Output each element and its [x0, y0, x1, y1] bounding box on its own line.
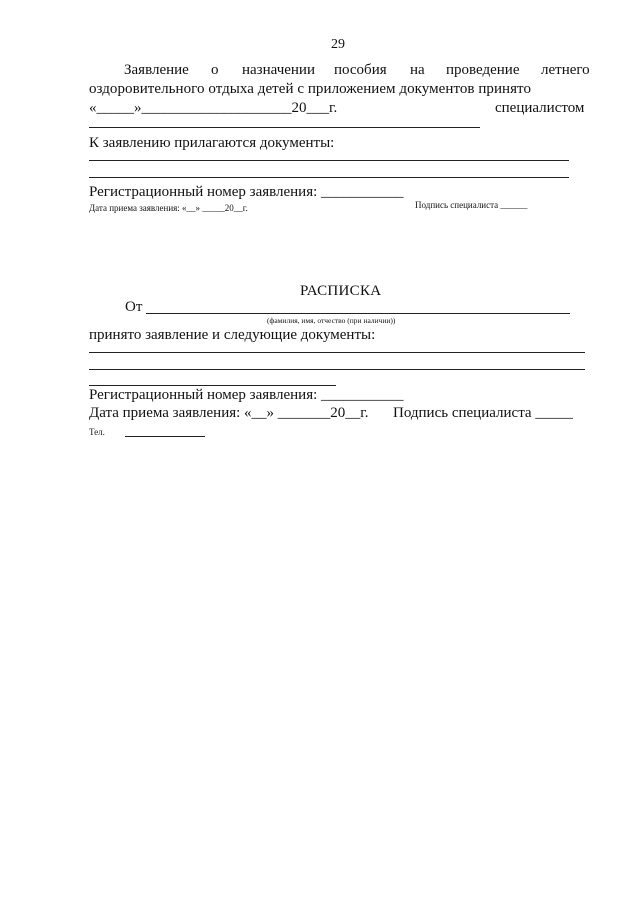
- application-specialist-signature: Подпись специалиста ______: [415, 200, 528, 210]
- application-word-7: летнего: [541, 62, 590, 78]
- receipt-phone-line: [125, 436, 205, 437]
- receipt-title: РАСПИСКА: [300, 283, 382, 299]
- receipt-phone-label: Тел.: [89, 427, 105, 437]
- application-date-blank: «_____»____________________20___г.: [89, 100, 338, 116]
- receipt-reg-number: Регистрационный номер заявления: ___________: [89, 387, 404, 403]
- attached-docs-line-2: [89, 177, 569, 178]
- application-word-4: пособия: [334, 62, 387, 78]
- application-line-2: оздоровительного отдыха детей с приложением документов принято: [89, 81, 532, 97]
- receipt-date-received: Дата приема заявления: «__» _______20__г.: [89, 405, 369, 421]
- receipt-docs-line-3: [89, 385, 336, 386]
- application-word-3: назначении: [242, 62, 315, 78]
- receipt-docs-line-2: [89, 369, 585, 370]
- application-date-received: Дата приема заявления: «__» _____20__г.: [89, 203, 248, 213]
- application-specialist-word: специалистом: [495, 100, 585, 116]
- application-word-2: о: [211, 62, 219, 78]
- receipt-docs-line-1: [89, 352, 585, 353]
- receipt-from-label: От: [125, 299, 143, 315]
- application-word-1: Заявление: [124, 62, 189, 78]
- page-number: 29: [331, 37, 345, 52]
- attached-docs-line-1: [89, 160, 569, 161]
- attached-docs-label: К заявлению прилагаются документы:: [89, 135, 335, 151]
- receipt-from-hint: (фамилия, имя, отчество (при наличии)): [267, 316, 396, 325]
- application-word-6: проведение: [446, 62, 520, 78]
- application-word-5: на: [410, 62, 425, 78]
- specialist-name-line: [89, 127, 480, 128]
- receipt-from-line: [146, 313, 570, 314]
- application-reg-number: Регистрационный номер заявления: ___________: [89, 184, 404, 200]
- receipt-accepted-label: принято заявление и следующие документы:: [89, 327, 376, 343]
- receipt-specialist-signature: Подпись специалиста _____: [393, 405, 573, 421]
